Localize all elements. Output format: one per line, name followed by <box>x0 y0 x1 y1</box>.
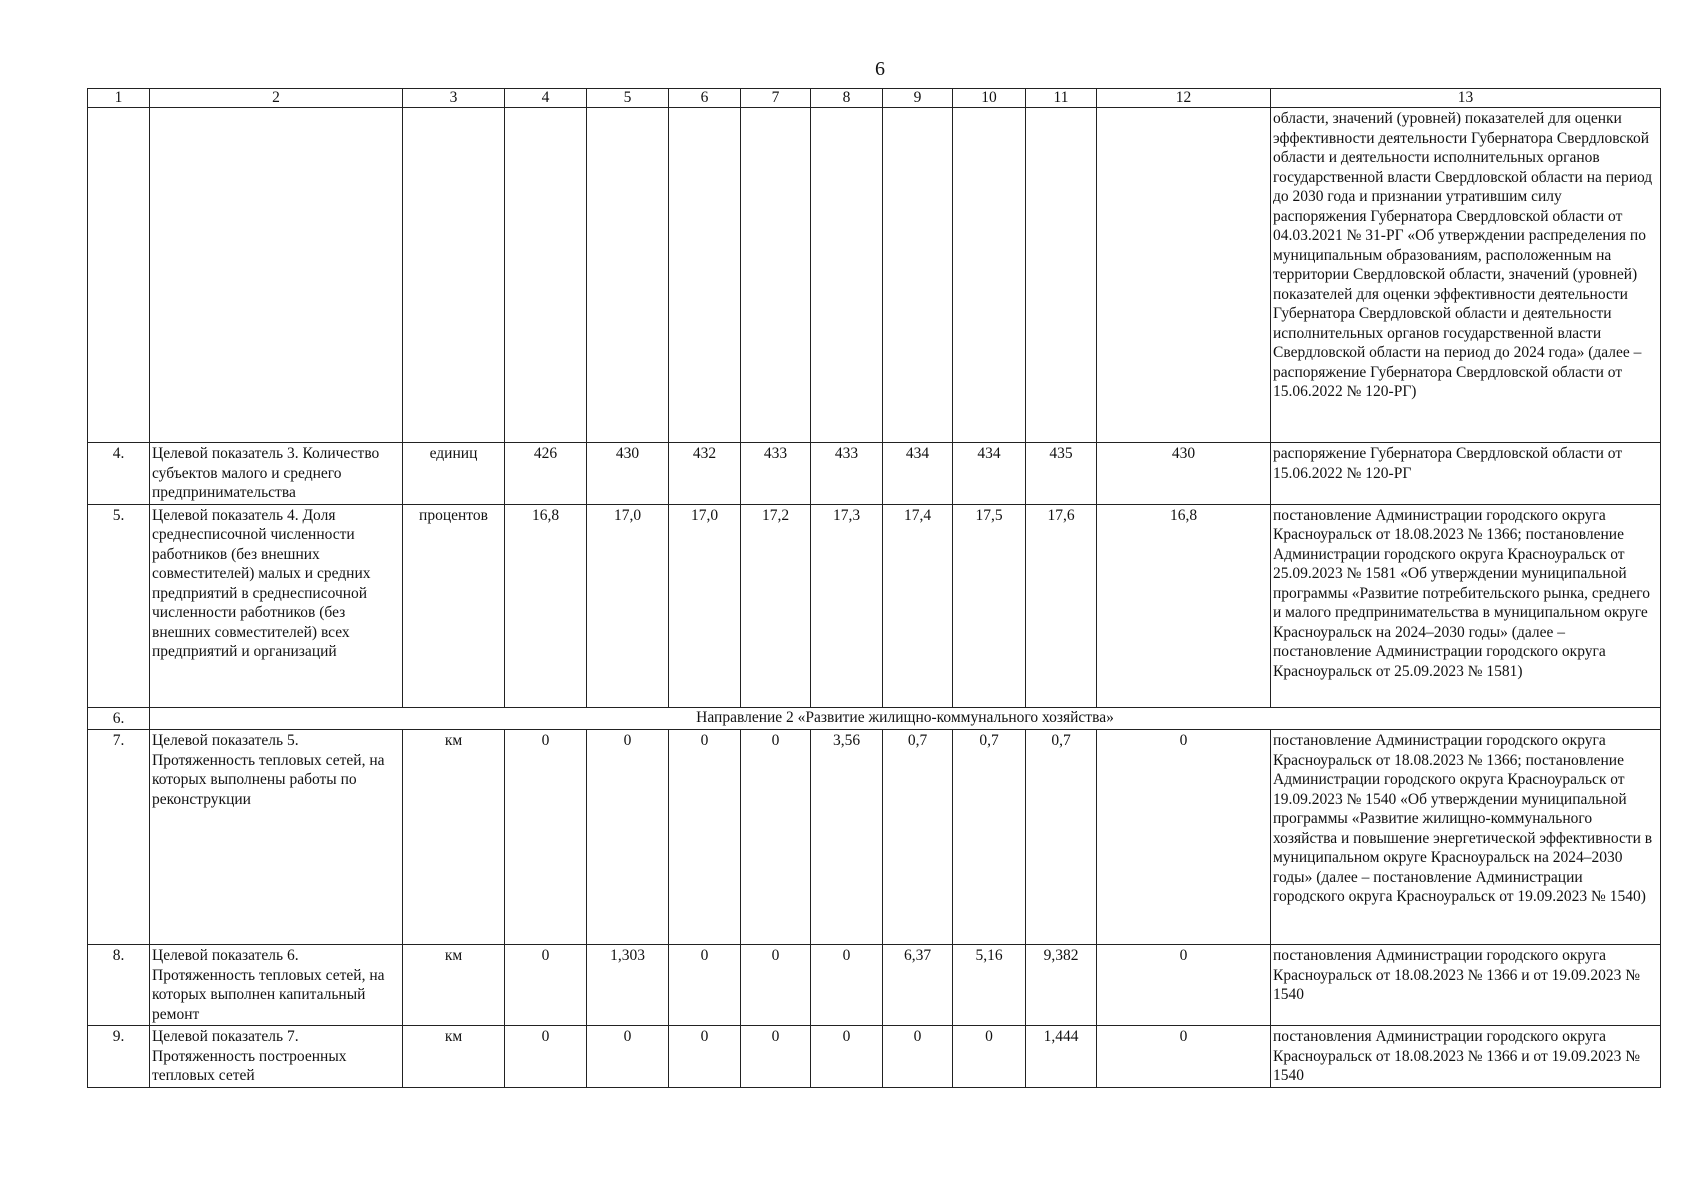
empty-cell <box>1026 108 1097 443</box>
empty-cell <box>1097 108 1271 443</box>
value-cell: 435 <box>1026 443 1097 505</box>
empty-cell <box>403 108 505 443</box>
section-row <box>88 707 1661 730</box>
basis-cell: постановления Администрации городского округа Красноуральск от 18.08.2023 № 1366 и от 19.09.2023 № 1540 <box>1271 945 1661 1026</box>
value-cell: 0,7 <box>883 730 953 945</box>
value-cell: 17,2 <box>741 504 811 707</box>
empty-cell <box>953 108 1026 443</box>
value-cell: 6,37 <box>883 945 953 1026</box>
column-number: 11 <box>1026 89 1097 108</box>
page-number: 6 <box>875 58 885 80</box>
value-cell: 17,4 <box>883 504 953 707</box>
basis-cell: постановление Администрации городского округа Красноуральск от 18.08.2023 № 1366; постановление Администрации городского округа Красноуральск от 19.09.2023 № 1540 «Об утверждении муниципальной программы «Развитие жилищно-коммунального хозяйства и повышение энергетической эффективности в муниципальном округе Красноуральск на 2024–2030 годы» (далее – постановление Администрации городского округа Красноуральск от 19.09.2023 № 1540) <box>1271 730 1661 945</box>
unit-cell: км <box>403 1026 505 1088</box>
table-row <box>88 504 1661 707</box>
basis-cell: постановление Администрации городского округа Красноуральск от 18.08.2023 № 1366; постановление Администрации городского округа Красноуральск от 25.09.2023 № 1581 «Об утверждении муниципальной программы «Развитие потребительского рынка, среднего и малого предпринимательства в муниципальном округе Красноуральск на 2024–2030 годы» (далее – постановление Администрации городского округа Красноуральск от 25.09.2023 № 1581) <box>1271 504 1661 707</box>
basis-cell: области, значений (уровней) показателей для оценки эффективности деятельности Губернатора Свердловской области и деятельности исполнительных органов государственной власти Свердловской области на период до 2030 года и признании утратившим силу распоряжения Губернатора Свердловской области от 04.03.2021 № 31-РГ «Об утверждении распределения по муниципальным образованиям, расположенным на территории Свердловской области, значений (уровней) показателей для оценки эффективности деятельности Губернатора Свердловской области и деятельности исполнительных органов государственной власти Свердловской области на период до 2024 года» (далее – распоряжение Губернатора Свердловской области от 15.06.2022 № 120-РГ) <box>1271 108 1661 443</box>
value-cell: 433 <box>811 443 883 505</box>
table-row <box>88 443 1661 505</box>
empty-cell <box>811 108 883 443</box>
value-cell: 430 <box>587 443 669 505</box>
row-index: 9. <box>88 1026 150 1088</box>
indicator-name: Целевой показатель 5. Протяженность тепловых сетей, на которых выполнены работы по реконструкции <box>150 730 403 945</box>
empty-cell <box>505 108 587 443</box>
column-number: 12 <box>1097 89 1271 108</box>
value-cell: 0 <box>883 1026 953 1088</box>
unit-cell: единиц <box>403 443 505 505</box>
value-cell: 432 <box>669 443 741 505</box>
value-cell: 17,3 <box>811 504 883 707</box>
row-index: 6. <box>88 707 150 730</box>
value-cell: 0 <box>505 1026 587 1088</box>
value-cell: 0 <box>669 1026 741 1088</box>
value-cell: 0 <box>741 730 811 945</box>
indicator-name: Целевой показатель 4. Доля среднесписочной численности работников (без внешних совместителей) малых и средних предприятий в среднесписочной численности работников (без внешних совместителей) всех предприятий и организаций <box>150 504 403 707</box>
value-cell: 0 <box>505 945 587 1026</box>
empty-cell <box>150 108 403 443</box>
row-index: 5. <box>88 504 150 707</box>
value-cell: 0 <box>741 1026 811 1088</box>
value-cell: 16,8 <box>1097 504 1271 707</box>
value-cell: 16,8 <box>505 504 587 707</box>
column-number: 4 <box>505 89 587 108</box>
value-cell: 0 <box>669 945 741 1026</box>
value-cell: 0 <box>953 1026 1026 1088</box>
value-cell: 3,56 <box>811 730 883 945</box>
indicators-table <box>87 88 1661 1088</box>
table-row <box>88 730 1661 945</box>
value-cell: 0 <box>587 730 669 945</box>
empty-cell <box>883 108 953 443</box>
row-index: 4. <box>88 443 150 505</box>
value-cell: 0 <box>1097 1026 1271 1088</box>
value-cell: 17,0 <box>669 504 741 707</box>
indicator-name: Целевой показатель 6. Протяженность тепловых сетей, на которых выполнен капитальный ремонт <box>150 945 403 1026</box>
empty-cell <box>88 108 150 443</box>
column-number: 3 <box>403 89 505 108</box>
value-cell: 0,7 <box>953 730 1026 945</box>
column-number: 8 <box>811 89 883 108</box>
value-cell: 0,7 <box>1026 730 1097 945</box>
table-row <box>88 945 1661 1026</box>
empty-cell <box>669 108 741 443</box>
value-cell: 0 <box>741 945 811 1026</box>
unit-cell: процентов <box>403 504 505 707</box>
column-number: 5 <box>587 89 669 108</box>
table-row-continued <box>88 108 1661 443</box>
value-cell: 434 <box>953 443 1026 505</box>
value-cell: 5,16 <box>953 945 1026 1026</box>
unit-cell: км <box>403 730 505 945</box>
column-number: 1 <box>88 89 150 108</box>
value-cell: 0 <box>669 730 741 945</box>
value-cell: 426 <box>505 443 587 505</box>
value-cell: 17,6 <box>1026 504 1097 707</box>
column-number: 7 <box>741 89 811 108</box>
value-cell: 17,0 <box>587 504 669 707</box>
column-number: 6 <box>669 89 741 108</box>
column-number: 13 <box>1271 89 1661 108</box>
value-cell: 1,444 <box>1026 1026 1097 1088</box>
column-number-row <box>88 89 1661 108</box>
empty-cell <box>587 108 669 443</box>
indicator-name: Целевой показатель 3. Количество субъектов малого и среднего предпринимательства <box>150 443 403 505</box>
value-cell: 17,5 <box>953 504 1026 707</box>
value-cell: 433 <box>741 443 811 505</box>
basis-cell: распоряжение Губернатора Свердловской области от 15.06.2022 № 120-РГ <box>1271 443 1661 505</box>
value-cell: 0 <box>1097 945 1271 1026</box>
table-row <box>88 1026 1661 1088</box>
row-index: 8. <box>88 945 150 1026</box>
indicator-name: Целевой показатель 7. Протяженность построенных тепловых сетей <box>150 1026 403 1088</box>
value-cell: 9,382 <box>1026 945 1097 1026</box>
value-cell: 0 <box>1097 730 1271 945</box>
value-cell: 430 <box>1097 443 1271 505</box>
section-title: Направление 2 «Развитие жилищно-коммунального хозяйства» <box>150 707 1661 730</box>
column-number: 9 <box>883 89 953 108</box>
value-cell: 0 <box>505 730 587 945</box>
value-cell: 434 <box>883 443 953 505</box>
column-number: 2 <box>150 89 403 108</box>
value-cell: 0 <box>587 1026 669 1088</box>
row-index: 7. <box>88 730 150 945</box>
column-number: 10 <box>953 89 1026 108</box>
unit-cell: км <box>403 945 505 1026</box>
value-cell: 0 <box>811 945 883 1026</box>
value-cell: 0 <box>811 1026 883 1088</box>
basis-cell: постановления Администрации городского округа Красноуральск от 18.08.2023 № 1366 и от 19.09.2023 № 1540 <box>1271 1026 1661 1088</box>
empty-cell <box>741 108 811 443</box>
value-cell: 1,303 <box>587 945 669 1026</box>
